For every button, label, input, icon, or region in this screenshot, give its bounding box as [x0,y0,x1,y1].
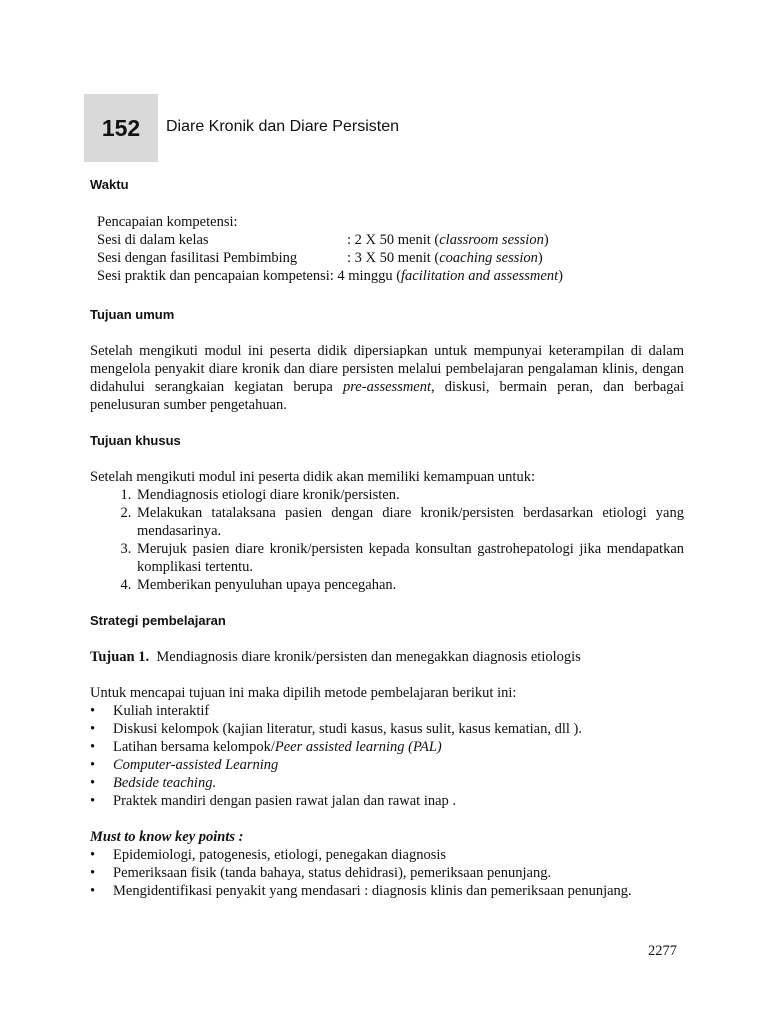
strategi-heading: Strategi pembelajaran [90,613,226,628]
waktu-row-value [347,231,549,249]
document-body [90,176,684,900]
value-prefix: Sesi praktik dan pencapaian kompetensi: 4 minggu ( [97,268,402,284]
methods-list [90,702,684,810]
value-italic: coaching session [439,250,538,266]
value-suffix: ) [543,232,549,248]
tujuan1-text: Mendiagnosis diare kronik/persisten dan menegakkan diagnosis etiologis [156,649,581,665]
list-item: • Mengidentifikasi penyakit yang mendasari : diagnosis klinis dan pemeriksaan penunjang. [113,882,684,900]
list-item: • Diskusi kelompok (kajian literatur, studi kasus, kasus sulit, kasus kematian, dll ). [113,720,684,738]
item-italic: Bedside teaching. [113,775,217,791]
item-italic: Peer assisted learning (PAL) [274,739,442,755]
list-item: • Pemeriksaan fisik (tanda bahaya, status dehidrasi), pemeriksaan penunjang. [113,864,684,882]
item-italic: Computer-assisted Learning [113,757,279,773]
chapter-number-box [84,94,158,162]
list-item: 3. Merujuk pasien diare kronik/persisten kepada konsultan gastrohepatologi jika mendapatkan komplikasi tertentu. [135,540,684,576]
value-suffix: ) [537,250,543,266]
tujuan1-line [90,648,684,666]
waktu-row-label: Sesi dengan fasilitasi Pembimbing [97,250,298,266]
waktu-rows [90,231,684,285]
tujuan-umum-heading: Tujuan umum [90,307,175,322]
waktu-heading: Waktu [90,177,129,192]
tujuan-khusus-intro: Setelah mengikuti modul ini peserta didik akan memiliki kemampuan untuk: [90,469,535,485]
tujuan-umum-paragraph [90,342,684,414]
value-italic: classroom session [439,232,544,248]
waktu-last-row [97,267,684,285]
methods-intro: Untuk mencapai tujuan ini maka dipilih metode pembelajaran berikut ini: [90,685,517,701]
waktu-intro: Pencapaian kompetensi: [97,214,238,230]
value-suffix: ) [558,268,563,284]
tujuan1-label: Tujuan 1. [90,649,150,665]
key-points-heading [90,828,684,846]
paragraph-text: Setelah mengikuti modul ini peserta didik dipersiapkan untuk mempunyai keterampilan di dalam mengelola penyakit diare kronik dan diare persisten melalui pembelajaran pengalaman klinis, dengan didahului serangkaian kegiatan berupa [90,343,684,395]
chapter-number: 152 [101,114,141,141]
waktu-row-label: Sesi di dalam kelas [97,232,209,248]
list-item [113,756,684,774]
list-item: • Epidemiologi, patogenesis, etiologi, penegakan diagnosis [113,846,684,864]
paragraph-text: , diskusi, bermain peran, dan berbagai penelusuran sumber pengetahuan. [90,379,684,413]
list-item: • Kuliah interaktif [113,702,684,720]
list-item: 2. Melakukan tatalaksana pasien dengan diare kronik/persisten berdasarkan etiologi yang mendasarinya. [135,504,684,540]
chapter-title: Diare Kronik dan Diare Persisten [166,118,399,135]
value-italic: facilitation and assessment [401,268,559,284]
waktu-row-value [347,249,543,267]
key-points-list [90,846,684,900]
list-item: • Praktek mandiri dengan pasien rawat jalan dan rawat inap . [113,792,684,810]
list-item: 1. Mendiagnosis etiologi diare kronik/persisten. [135,486,684,504]
list-item [113,774,684,792]
waktu-row [97,249,684,267]
list-item [113,738,684,756]
value-prefix: : 2 X 50 menit ( [347,232,440,248]
list-item: 4. Memberikan penyuluhan upaya pencegahan. [135,576,684,594]
waktu-row [97,231,684,249]
page-number: 2277 [648,943,677,959]
tujuan-khusus-heading: Tujuan khusus [90,433,181,448]
paragraph-italic: pre-assessment [342,379,432,395]
value-prefix: : 3 X 50 menit ( [347,250,440,266]
item-text: Latihan bersama kelompok/ [113,739,275,755]
tujuan-khusus-list [90,486,684,594]
key-points-heading-text: Must to know key points : [90,829,244,845]
